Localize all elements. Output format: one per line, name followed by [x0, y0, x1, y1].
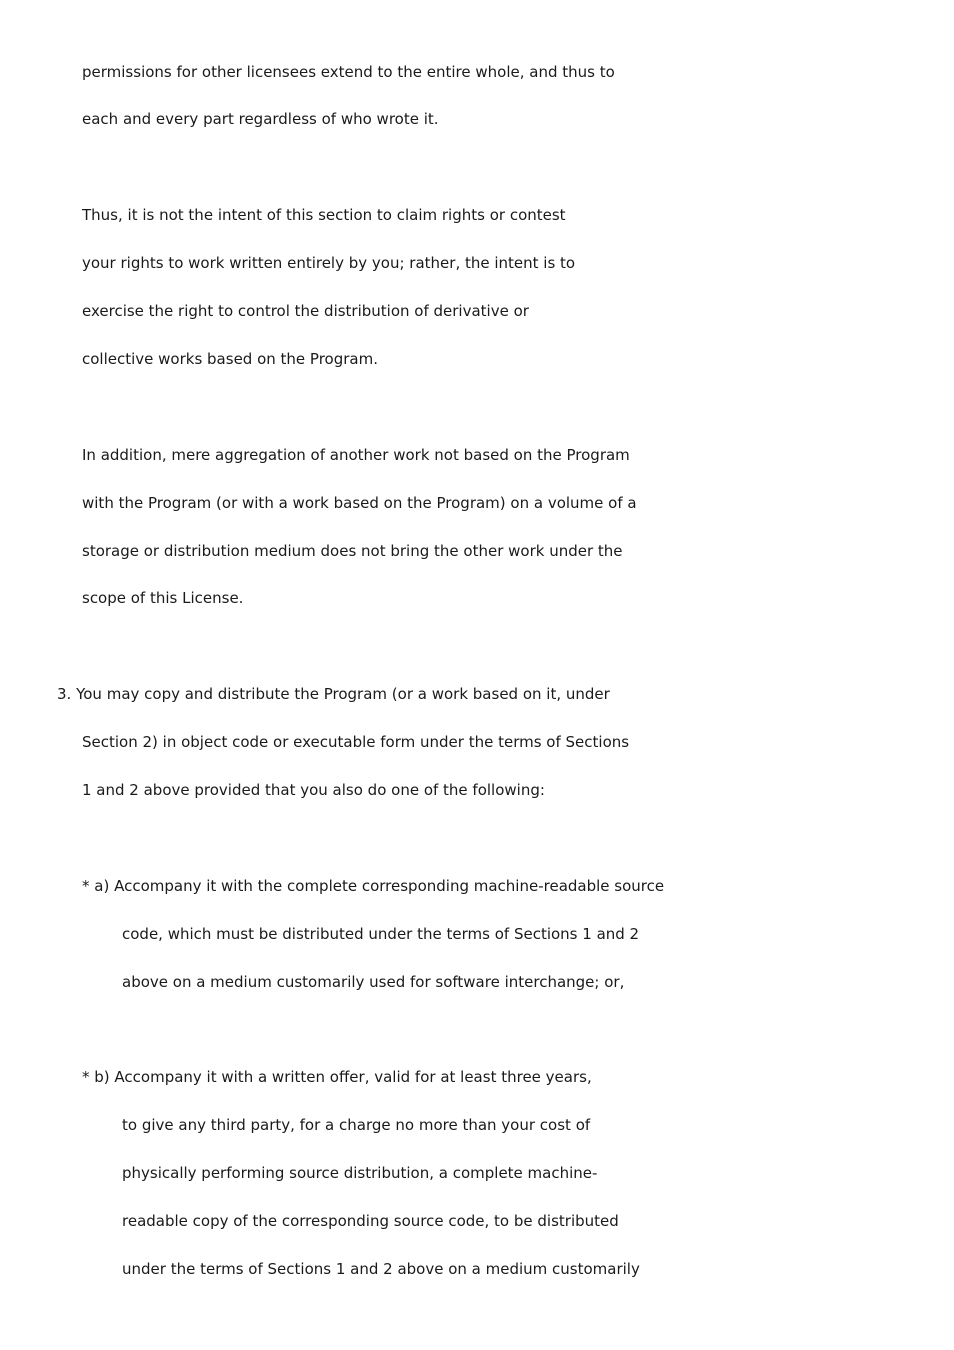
text-line: Section 2) in object code or executable form under the terms of Sections — [82, 733, 630, 751]
list-item-line: * a) Accompany it with the complete corresponding machine-readable source — [82, 877, 665, 895]
text-line: scope of this License. — [82, 589, 244, 607]
text-line: above on a medium customarily used for software interchange; or, — [122, 973, 625, 991]
text-line: permissions for other licensees extend to the entire whole, and thus to — [82, 63, 615, 81]
text-line: readable copy of the corresponding source code, to be distributed — [122, 1212, 619, 1230]
list-item-line: * b) Accompany it with a written offer, valid for at least three years, — [82, 1068, 592, 1086]
text-line: under the terms of Sections 1 and 2 above on a medium customarily — [122, 1260, 640, 1278]
text-line: Thus, it is not the intent of this section to claim rights or contest — [82, 206, 566, 224]
text-line: each and every part regardless of who wrote it. — [82, 110, 439, 128]
text-line: with the Program (or with a work based on the Program) on a volume of a — [82, 494, 637, 512]
text-line: 1 and 2 above provided that you also do one of the following: — [82, 781, 545, 799]
text-line: storage or distribution medium does not bring the other work under the — [82, 542, 623, 560]
text-line: physically performing source distribution, a complete machine- — [122, 1164, 598, 1182]
text-line: collective works based on the Program. — [82, 350, 378, 368]
text-line: to give any third party, for a charge no more than your cost of — [122, 1116, 591, 1134]
section-heading-line: 3. You may copy and distribute the Program (or a work based on it, under — [57, 685, 610, 703]
text-line: code, which must be distributed under the terms of Sections 1 and 2 — [122, 925, 640, 943]
text-line: your rights to work written entirely by you; rather, the intent is to — [82, 254, 576, 272]
text-line: In addition, mere aggregation of another work not based on the Program — [82, 446, 630, 464]
text-line: exercise the right to control the distribution of derivative or — [82, 302, 529, 320]
